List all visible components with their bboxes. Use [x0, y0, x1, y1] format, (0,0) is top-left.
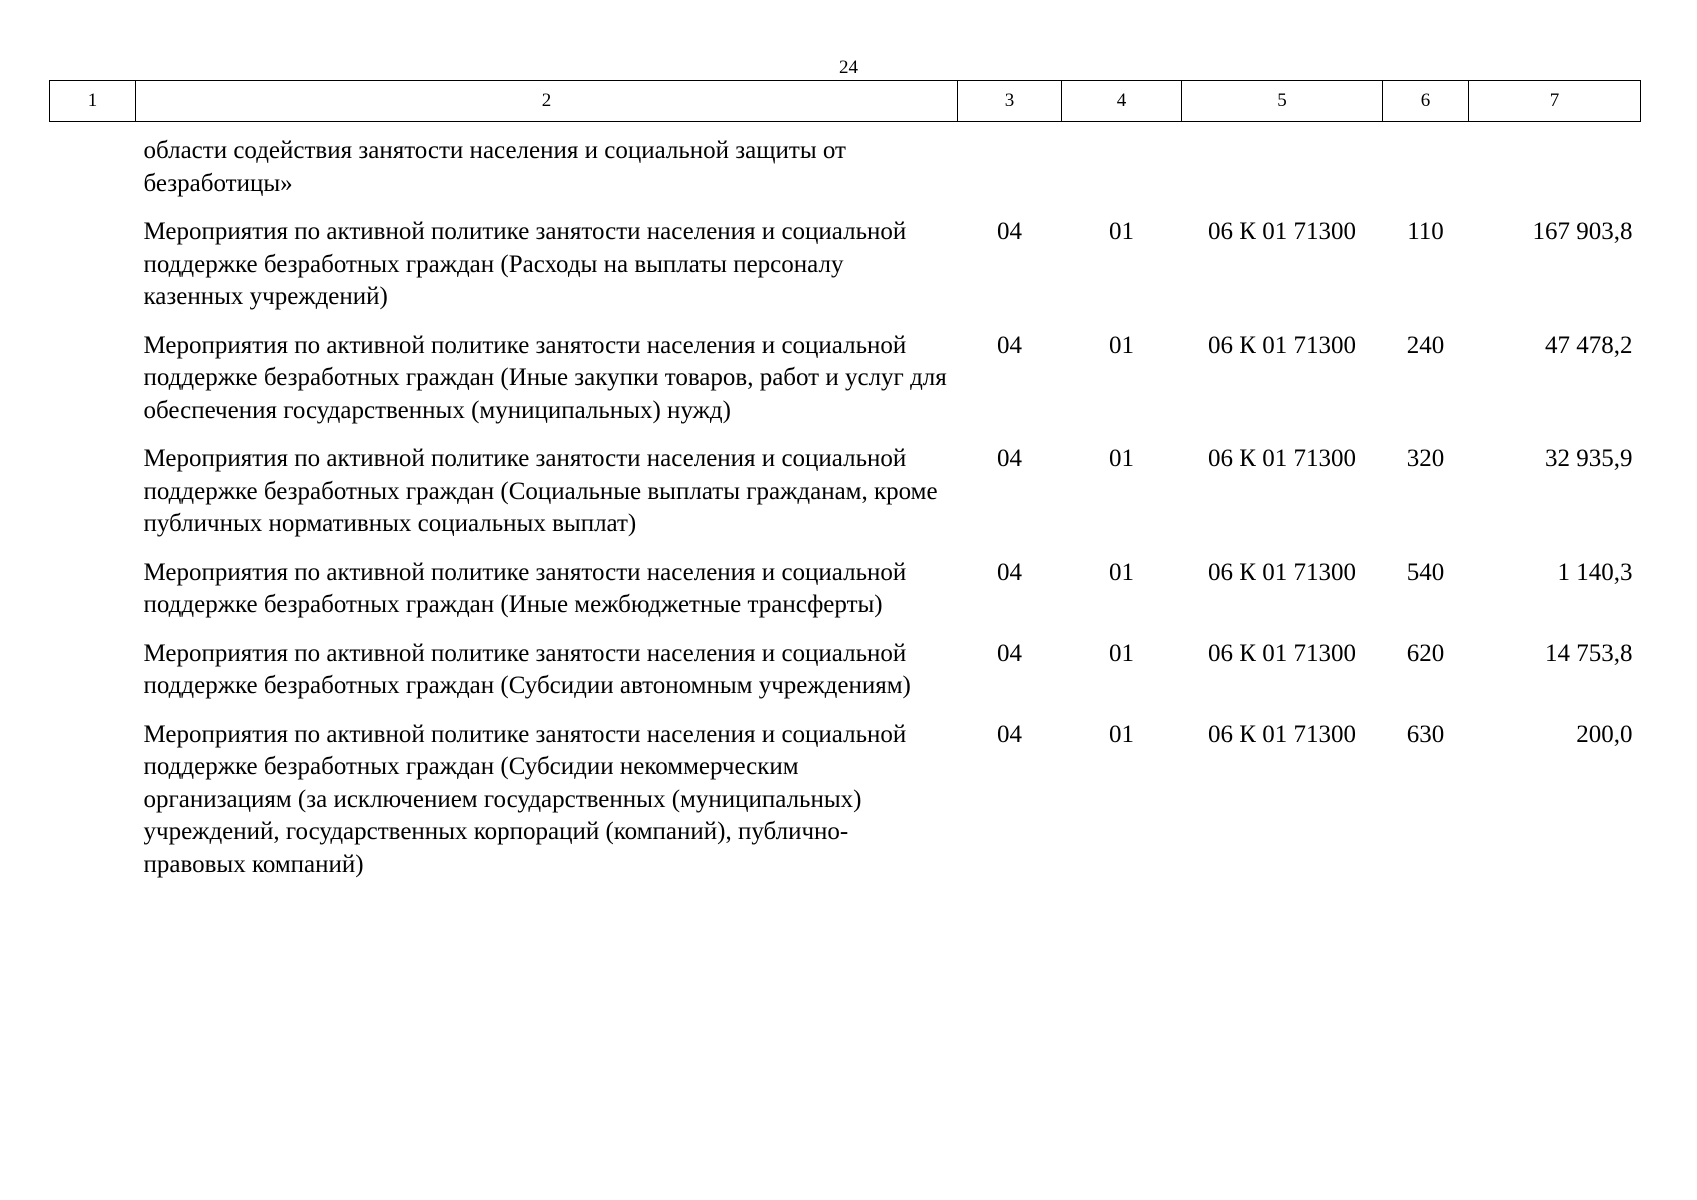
- budget-table: [49, 80, 1641, 881]
- table-row: [50, 719, 1641, 882]
- table-row: [50, 443, 1641, 541]
- row-section: 04: [997, 558, 1022, 586]
- row-subsection: 01: [1109, 218, 1134, 245]
- column-number-5: 5: [1182, 81, 1383, 122]
- continuation-row: [50, 122, 1641, 201]
- row-target-article: 06 К 01 71300: [1208, 331, 1356, 359]
- row-section: 04: [997, 639, 1022, 667]
- row-expense-type: 320: [1406, 445, 1445, 472]
- column-number-1: 1: [50, 81, 136, 122]
- row-expense-type: 630: [1406, 720, 1445, 748]
- row-section: 04: [997, 218, 1022, 245]
- row-description: Мероприятия по активной политике занятости населения и социальной поддержке безработных граждан (Иные закупки товаров, работ и услуг для обеспечения государственных (муниципальных) нужд): [143, 331, 947, 424]
- row-description: Мероприятия по активной политике занятости населения и социальной поддержке безработных граждан (Расходы на выплаты персоналу казенных учреждений): [143, 218, 907, 310]
- row-subsection: 01: [1109, 445, 1134, 472]
- row-section: 04: [997, 445, 1022, 472]
- column-number-2: 2: [136, 81, 958, 122]
- row-target-article: 06 К 01 71300: [1208, 639, 1356, 667]
- row-amount: 32 935,9: [1545, 445, 1633, 472]
- row-target-article: 06 К 01 71300: [1208, 218, 1356, 245]
- row-expense-type: 240: [1406, 331, 1445, 359]
- column-number-4: 4: [1062, 81, 1182, 122]
- row-target-article: 06 К 01 71300: [1208, 445, 1356, 472]
- page-number: 24: [839, 57, 858, 78]
- row-section: 04: [997, 331, 1022, 359]
- row-amount: 200,0: [1576, 720, 1633, 748]
- row-description: Мероприятия по активной политике занятости населения и социальной поддержке безработных граждан (Иные межбюджетные трансферты): [143, 558, 907, 618]
- row-amount: 167 903,8: [1532, 218, 1633, 245]
- table-row: [50, 330, 1641, 428]
- row-description: Мероприятия по активной политике занятости населения и социальной поддержке безработных граждан (Субсидии некоммерческим организациям (за исключением государственных (муниципальных) учреждений, государственных корпораций (компаний), публично-правовых компаний): [143, 720, 907, 878]
- table-row: [50, 557, 1641, 622]
- row-subsection: 01: [1109, 639, 1134, 667]
- row-subsection: 01: [1109, 558, 1134, 586]
- table-row: [50, 216, 1641, 314]
- row-amount: 1 140,3: [1557, 558, 1633, 586]
- row-subsection: 01: [1109, 720, 1134, 748]
- column-number-7: 7: [1469, 81, 1641, 122]
- column-number-3: 3: [958, 81, 1062, 122]
- row-amount: 47 478,2: [1545, 331, 1633, 359]
- table-row: [50, 638, 1641, 703]
- row-section: 04: [997, 720, 1022, 748]
- row-amount: 14 753,8: [1545, 639, 1633, 667]
- row-description: Мероприятия по активной политике занятости населения и социальной поддержке безработных граждан (Социальные выплаты гражданам, кроме публичных нормативных социальных выплат): [143, 445, 938, 537]
- column-number-6: 6: [1383, 81, 1469, 122]
- row-expense-type: 540: [1406, 558, 1445, 586]
- continuation-text: области содействия занятости населения и социальной защиты от безработицы»: [143, 137, 846, 197]
- row-expense-type: 620: [1406, 639, 1445, 667]
- row-subsection: 01: [1109, 331, 1134, 359]
- row-target-article: 06 К 01 71300: [1208, 558, 1356, 586]
- row-target-article: 06 К 01 71300: [1208, 720, 1356, 748]
- column-number-header: [50, 81, 1641, 122]
- row-expense-type: 110: [1407, 218, 1444, 245]
- row-description: Мероприятия по активной политике занятости населения и социальной поддержке безработных граждан (Субсидии автономным учреждениям): [143, 639, 911, 699]
